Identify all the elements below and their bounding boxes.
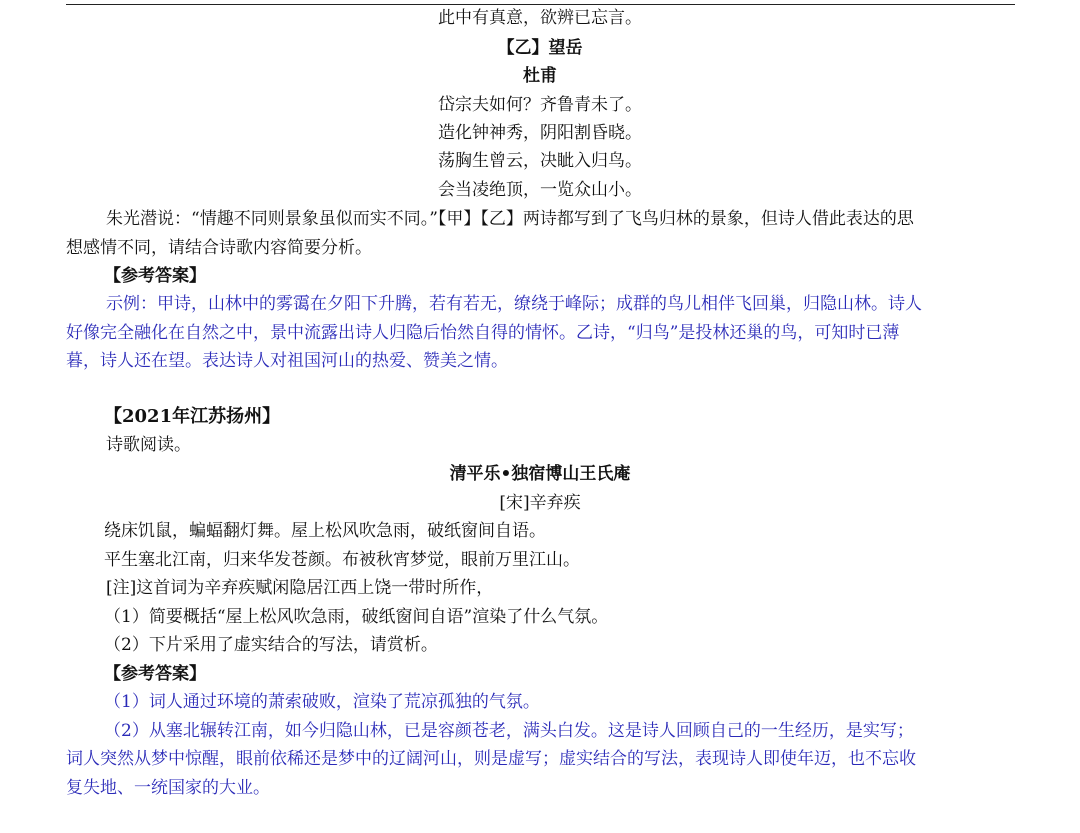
question-text: 朱光潜说：“情趣不同则景象虽似而实不同。”【甲】【乙】两诗都写到了飞鸟归林的景象，但诗人借此表达的思 [106, 209, 914, 229]
poem-b-line: 造化钟神秀，阴阳割昏晓。 [438, 123, 642, 143]
section-intro: 诗歌阅读。 [106, 435, 191, 455]
answer-line: 好像完全融化在自然之中，景中流露出诗人归隐后怡然自得的情怀。乙诗，“归鸟”是投林还巢的鸟，可知时已薄 [66, 323, 900, 343]
answer-label: 【参考答案】 [104, 266, 206, 286]
poem-b-heading: 【乙】望岳 [497, 38, 583, 58]
poem-line: 平生塞北江南，归来华发苍颜。布被秋宵梦觉，眼前万里江山。 [104, 550, 580, 570]
poem-b-line: 荡胸生曾云，决眦入归鸟。 [438, 151, 642, 171]
question-item: （1）简要概括“屋上松风吹急雨，破纸窗间自语”渲染了什么气氛。 [104, 607, 609, 627]
poem-line: 绕床饥鼠，蝙蝠翻灯舞。屋上松风吹急雨，破纸窗间自语。 [104, 521, 546, 541]
answer-line: 复失地、一统国家的大业。 [66, 778, 270, 798]
poem-author: [宋]辛弃疾 [499, 493, 581, 513]
poem-b-author: 杜甫 [523, 66, 557, 86]
section-heading: 【2021年江苏扬州】 [104, 406, 281, 427]
poem-note: [注]这首词为辛弃疾赋闲隐居江西上饶一带时所作， [106, 578, 494, 598]
poem-b-line: 会当凌绝顶，一览众山小。 [438, 180, 642, 200]
answer-line: 示例：甲诗，山林中的雾霭在夕阳下升腾，若有若无，缭绕于峰际；成群的鸟儿相伴飞回巢，归隐山林。诗人 [106, 294, 922, 314]
answer-line: 词人突然从梦中惊醒，眼前依稀还是梦中的辽阔河山，则是虚写；虚实结合的写法，表现诗人即使年迈，也不忘收 [66, 749, 916, 769]
question-text: 想感情不同，请结合诗歌内容简要分析。 [66, 238, 372, 258]
poem-title: 清平乐•独宿博山王氏庵 [449, 464, 631, 484]
question-item: （2）下片采用了虚实结合的写法，请赏析。 [104, 635, 438, 655]
answer-label: 【参考答案】 [104, 664, 206, 684]
poem-b-line: 岱宗夫如何？齐鲁青未了。 [438, 95, 642, 115]
answer-line: （1）词人通过环境的萧索破败，渲染了荒凉孤独的气氛。 [104, 692, 540, 712]
answer-line: 暮，诗人还在望。表达诗人对祖国河山的热爱、赞美之情。 [66, 351, 508, 371]
answer-line: （2）从塞北辗转江南，如今归隐山林，已是容颜苍老，满头白发。这是诗人回顾自己的一生经历，是实写； [104, 721, 914, 741]
poem-a-last-line: 此中有真意，欲辨已忘言。 [438, 8, 642, 28]
